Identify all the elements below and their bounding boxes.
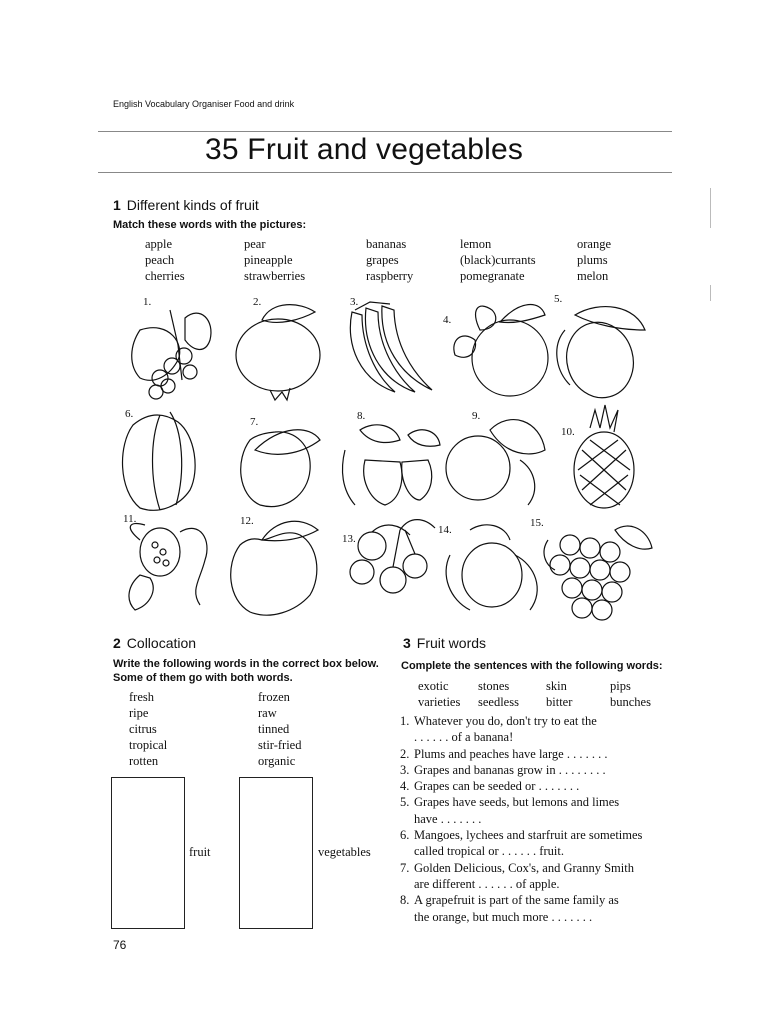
word-bank-item: seedless	[478, 695, 519, 709]
sentence-line: Mangoes, lychees and starfruit are sometimes	[414, 828, 643, 843]
page-number: 76	[113, 938, 127, 952]
sentence-6	[400, 827, 690, 860]
grapes-picture	[544, 526, 652, 620]
scan-edge-mark	[710, 285, 711, 301]
word: (black)currants	[460, 253, 536, 267]
sentence-line: have . . . . . . .	[414, 811, 482, 826]
picture-label-9: 9.	[472, 410, 481, 422]
word: grapes	[366, 253, 399, 267]
sentence-line: Golden Delicious, Cox's, and Granny Smith	[414, 860, 634, 875]
word: cherries	[145, 269, 185, 283]
picture-label-2: 2.	[253, 296, 262, 308]
word: citrus	[129, 722, 157, 736]
sentence-number: 5.	[400, 795, 410, 810]
unit-title: 35 Fruit and vegetables	[205, 133, 524, 166]
word: lemon	[460, 237, 492, 251]
sentence-number: 1.	[400, 714, 410, 728]
sentence-line: Grapes and bananas grow in . . . . . . . .	[414, 762, 606, 777]
word: ripe	[129, 706, 149, 720]
sentence-line: are different . . . . . . of apple.	[414, 876, 560, 891]
word: tropical	[129, 738, 168, 752]
word: apple	[145, 237, 173, 251]
picture-label-12: 12.	[240, 515, 254, 527]
word: melon	[577, 269, 609, 283]
picture-label-5: 5.	[554, 293, 563, 305]
section2-title: Collocation	[126, 635, 197, 651]
section3-number: 3	[403, 635, 411, 651]
word-bank-item: pips	[610, 679, 631, 693]
picture-label-10: 10.	[561, 426, 575, 438]
picture-label-13: 13.	[342, 533, 356, 545]
word-bank-item: exotic	[418, 679, 449, 693]
sentence-3	[400, 762, 690, 778]
pear-picture	[241, 430, 320, 507]
fruit-box-label: fruit	[189, 845, 211, 859]
picture-label-1: 1.	[143, 296, 152, 308]
bananas-picture	[350, 302, 432, 392]
peach-picture	[446, 420, 545, 505]
section2-heading	[113, 635, 196, 651]
section1-number: 1	[113, 197, 121, 213]
word: bananas	[366, 237, 407, 251]
picture-label-15: 15.	[530, 517, 544, 529]
lemon-picture	[557, 307, 645, 406]
sentence-7	[400, 860, 690, 893]
sentence-number: 2.	[400, 746, 410, 761]
sentence-line: Whatever you do, don't try to eat the	[414, 714, 597, 728]
picture-label-14: 14.	[438, 524, 452, 536]
word: pineapple	[244, 253, 293, 267]
word: orange	[577, 237, 612, 251]
picture-label-8: 8.	[357, 410, 366, 422]
scan-edge-mark	[710, 188, 711, 228]
section3-title: Fruit words	[416, 635, 487, 651]
sentence-number: 3.	[400, 762, 410, 777]
sentence-line: Plums and peaches have large . . . . . . .	[414, 746, 608, 761]
sentence-2	[400, 746, 690, 762]
word-bank-item: varieties	[418, 695, 461, 709]
running-header: English Vocabulary Organiser Food and drink	[113, 99, 295, 109]
sentence-number: 4.	[400, 779, 410, 794]
pineapple-picture	[574, 405, 634, 508]
word: tinned	[258, 722, 290, 736]
fruit-answer-box[interactable]	[111, 777, 185, 929]
sentence-1	[400, 713, 690, 746]
picture-label-7: 7.	[250, 416, 259, 428]
section2-instruction-line1: Write the following words in the correct box below.	[113, 658, 379, 670]
word-bank	[418, 678, 678, 710]
vegetables-box-label: vegetables	[318, 845, 371, 859]
picture-label-6: 6.	[125, 408, 134, 420]
apple-picture	[231, 521, 318, 615]
collocation-column-2	[258, 689, 301, 769]
picture-label-4: 4.	[443, 314, 452, 326]
sentence-number: 7.	[400, 860, 410, 875]
raspberry-picture	[129, 523, 207, 610]
pomegranate-picture	[236, 305, 320, 400]
word: rotten	[129, 754, 159, 768]
sentence-number: 6.	[400, 828, 410, 843]
section3-heading	[403, 635, 486, 651]
word: organic	[258, 754, 296, 768]
sentence-8	[400, 892, 690, 925]
word-bank-item: bitter	[546, 695, 573, 709]
sentence-line: A grapefruit is part of the same family as	[414, 893, 619, 908]
word-bank-item: bunches	[610, 695, 651, 709]
sentence-line: called tropical or . . . . . . fruit.	[414, 844, 564, 859]
word: pear	[244, 237, 266, 251]
cherries-picture	[350, 520, 435, 593]
sentence-number: 8.	[400, 893, 410, 908]
word: strawberries	[244, 269, 306, 283]
section1-title: Different kinds of fruit	[126, 197, 259, 213]
word: raw	[258, 706, 277, 720]
orange-picture	[454, 305, 548, 396]
word: stir-fried	[258, 738, 302, 752]
word: plums	[577, 253, 608, 267]
sentence-5	[400, 794, 690, 827]
word: peach	[145, 253, 175, 267]
strawberries-picture	[342, 425, 440, 505]
word-bank-item: skin	[546, 679, 567, 693]
picture-label-11: 11.	[123, 513, 137, 525]
sentence-line: Grapes can be seeded or . . . . . . .	[414, 779, 580, 794]
sentence-line: the orange, but much more . . . . . . .	[414, 909, 593, 924]
section1-instruction: Match these words with the pictures:	[113, 219, 307, 231]
word: frozen	[258, 690, 290, 704]
section3-instruction: Complete the sentences with the following words:	[401, 660, 663, 672]
word: fresh	[129, 690, 154, 704]
sentence-line: Grapes have seeds, but lemons and limes	[414, 795, 620, 810]
melon-picture	[123, 412, 196, 510]
picture-label-3: 3.	[350, 296, 359, 308]
section2-instruction	[113, 657, 379, 685]
word: pomegranate	[460, 269, 525, 283]
vegetables-answer-box[interactable]	[239, 777, 313, 929]
section2-number: 2	[113, 635, 121, 651]
sentence-list	[400, 713, 690, 925]
sentence-line: . . . . . . of a banana!	[414, 730, 514, 745]
section2-instruction-line2: Some of them go with both words.	[113, 672, 293, 684]
word: raspberry	[366, 269, 414, 283]
sentence-4	[400, 778, 690, 794]
collocation-column-1	[129, 689, 167, 769]
word-bank-item: stones	[478, 679, 510, 693]
plums-picture	[446, 525, 537, 610]
blackcurrants-picture	[132, 310, 211, 399]
